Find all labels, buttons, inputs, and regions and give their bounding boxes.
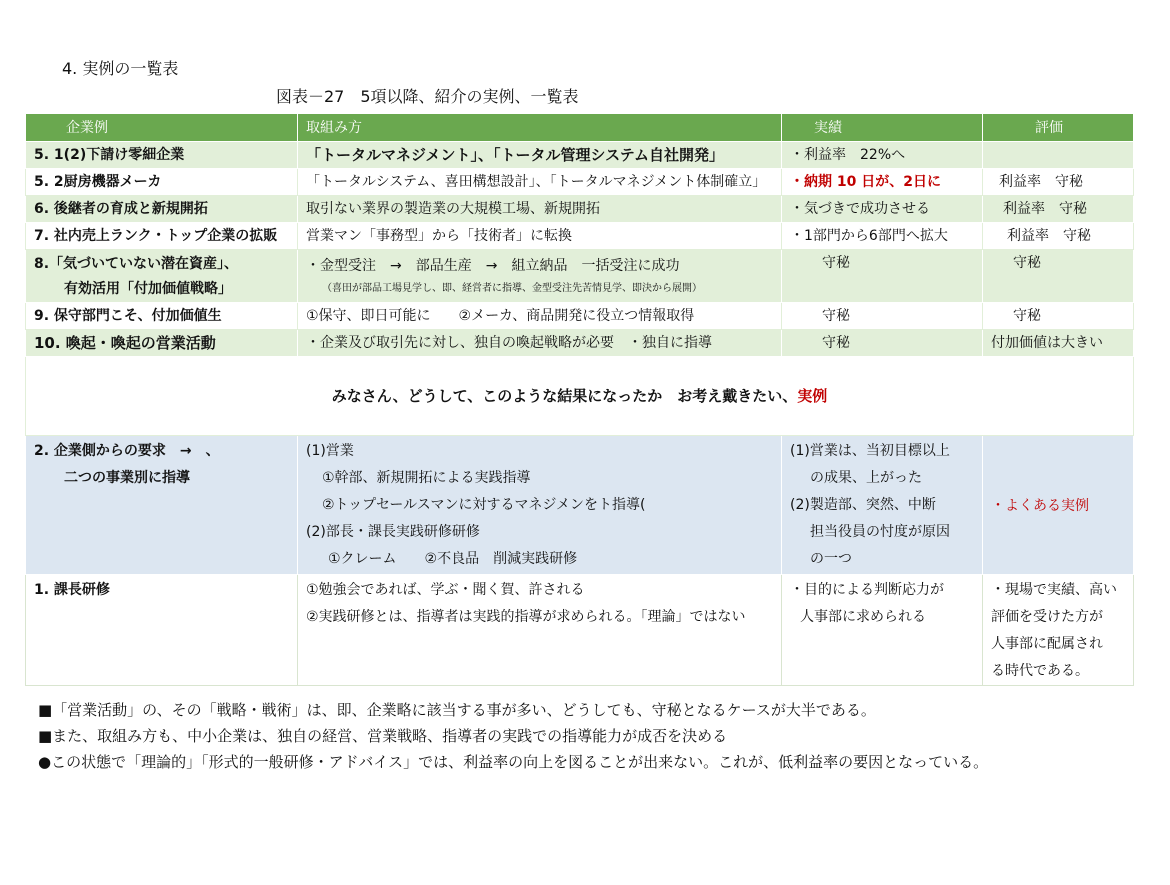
approach-cell: 営業マン「事務型」から「技術者」に転換 (298, 223, 782, 250)
company-cell: 9. 保守部門こそ、付加価値生 (26, 303, 298, 330)
approach-cell: 取引ない業界の製造業の大規模工場、新規開拓 (298, 196, 782, 223)
company-line: 2. 企業側からの要求 → 、 (34, 443, 220, 459)
table-row (26, 169, 1134, 196)
note-line: ■また、取組み方も、中小企業は、独自の経営、営業戦略、指導者の実践での指導能力が成否を決める (38, 727, 728, 745)
result-line: の一つ (810, 551, 852, 567)
approach-line: (1)営業 (306, 443, 354, 459)
company-line: 有効活用「付加価値戦略」 (64, 281, 232, 297)
company-line: 8.「気づいていない潜在資産」、 (34, 256, 239, 272)
approach-line: ①クレーム ②不良品 削減実践研修 (328, 551, 578, 567)
header-company: 企業例 (26, 114, 298, 142)
table-header-row (26, 114, 1134, 142)
evaluation-cell: 付加価値は大きい (983, 330, 1134, 357)
company-cell: 6. 後継者の育成と新規開拓 (26, 196, 298, 223)
result-cell: ・納期 10 日が、2日に (782, 169, 983, 196)
message-highlight: 実例 (797, 387, 828, 405)
message-cell (26, 357, 1134, 436)
evaluation-line: る時代である。 (991, 663, 1089, 679)
approach-cell (298, 436, 782, 575)
result-cell (782, 436, 983, 575)
approach-line: (2)部長・課長実践研修研修 (306, 524, 480, 540)
table-row (26, 223, 1134, 250)
note-line: ●この状態で「理論的」「形式的一般研修・アドバイス」では、利益率の向上を図ることが出来ない。これが、低利益率の要因となっている。 (38, 753, 989, 771)
evaluation-cell (983, 575, 1134, 686)
case-table (25, 113, 1134, 686)
message-text: みなさん、どうして、このような結果になったか お考え戴きたい、 (331, 387, 798, 405)
table-row (26, 575, 1134, 686)
approach-line: ②トップセールスマンに対するマネジメンをト指導( (322, 497, 646, 513)
evaluation-line: 評価を受けた方が (991, 609, 1103, 625)
company-cell: 5. 2厨房機器メーカ (26, 169, 298, 196)
result-line: ・目的による判断応力が (790, 582, 944, 598)
approach-cell: ・企業及び取引先に対し、独自の喚起戦略が必要 ・独自に指導 (298, 330, 782, 357)
table-row (26, 250, 1134, 303)
table-row (26, 436, 1134, 575)
approach-note: （喜田が部品工場見学し、即、経営者に指導、金型受注先苦情見学、即決から展開） (322, 283, 702, 294)
approach-line: ①幹部、新規開拓による実践指導 (322, 470, 531, 486)
company-cell: 7. 社内売上ランク・トップ企業の拡販 (26, 223, 298, 250)
table-row (26, 303, 1134, 330)
approach-cell: 「トータルマネジメント」、「トータル管理システム自社開発」 (298, 142, 782, 169)
evaluation-cell (983, 142, 1134, 169)
result-line: 人事部に求められる (800, 609, 926, 625)
result-line: (1)営業は、当初目標以上 (790, 443, 950, 459)
result-cell: ・利益率 22%へ (782, 142, 983, 169)
evaluation-cell: 利益率 守秘 (983, 169, 1134, 196)
company-cell: 10. 喚起・喚起の営業活動 (26, 330, 298, 357)
evaluation-cell: 利益率 守秘 (983, 196, 1134, 223)
approach-cell: ①保守、即日可能に ②メーカ、商品開発に役立つ情報取得 (298, 303, 782, 330)
approach-line: ②実践研修とは、指導者は実践的指導が求められる。「理論」ではない (306, 609, 746, 625)
evaluation-cell: ・よくある実例 (983, 436, 1134, 575)
evaluation-line: 人事部に配属され (991, 636, 1103, 652)
approach-line: ①勉強会であれば、学ぶ・聞く賀、許される (306, 582, 585, 598)
evaluation-cell: 守秘 (983, 303, 1134, 330)
notes (38, 697, 988, 775)
evaluation-line: ・現場で実績、高い (991, 582, 1117, 598)
result-cell (782, 575, 983, 686)
section-title: 4. 実例の一覧表 (62, 59, 179, 78)
evaluation-cell: 守秘 (983, 250, 1134, 303)
header-approach: 取組み方 (298, 114, 782, 142)
approach-cell (298, 575, 782, 686)
table-row (26, 142, 1134, 169)
result-cell: 守秘 (782, 250, 983, 303)
approach-line: ・金型受注 → 部品生産 → 組立納品 一括受注に成功 (306, 258, 680, 274)
result-line: 担当役員の忖度が原因 (810, 524, 950, 540)
note-line: ■「営業活動」の、その「戦略・戦術」は、即、企業略に該当する事が多い、どうしても、守秘となるケースが大半である。 (38, 701, 876, 719)
company-cell (26, 575, 298, 686)
result-cell: 守秘 (782, 330, 983, 357)
result-line: (2)製造部、突然、中断 (790, 497, 936, 513)
header-evaluation: 評価 (983, 114, 1134, 142)
message-row (26, 357, 1134, 436)
table-row (26, 196, 1134, 223)
result-cell: 守秘 (782, 303, 983, 330)
company-cell (26, 436, 298, 575)
approach-cell (298, 250, 782, 303)
result-cell: ・1部門から6部門へ拡大 (782, 223, 983, 250)
header-result: 実績 (782, 114, 983, 142)
figure-caption: 図表－27 5項以降、紹介の実例、一覧表 (276, 87, 579, 106)
company-cell (26, 250, 298, 303)
company-line: 二つの事業別に指導 (64, 470, 190, 486)
result-cell: ・気づきで成功させる (782, 196, 983, 223)
evaluation-cell: 利益率 守秘 (983, 223, 1134, 250)
approach-cell: 「トータルシステム、喜田構想設計」、「トータルマネジメント体制確立」 (298, 169, 782, 196)
company-cell: 5. 1(2)下請け零細企業 (26, 142, 298, 169)
company-line: 1. 課長研修 (34, 582, 110, 598)
table-row (26, 330, 1134, 357)
result-line: の成果、上がった (810, 470, 922, 486)
